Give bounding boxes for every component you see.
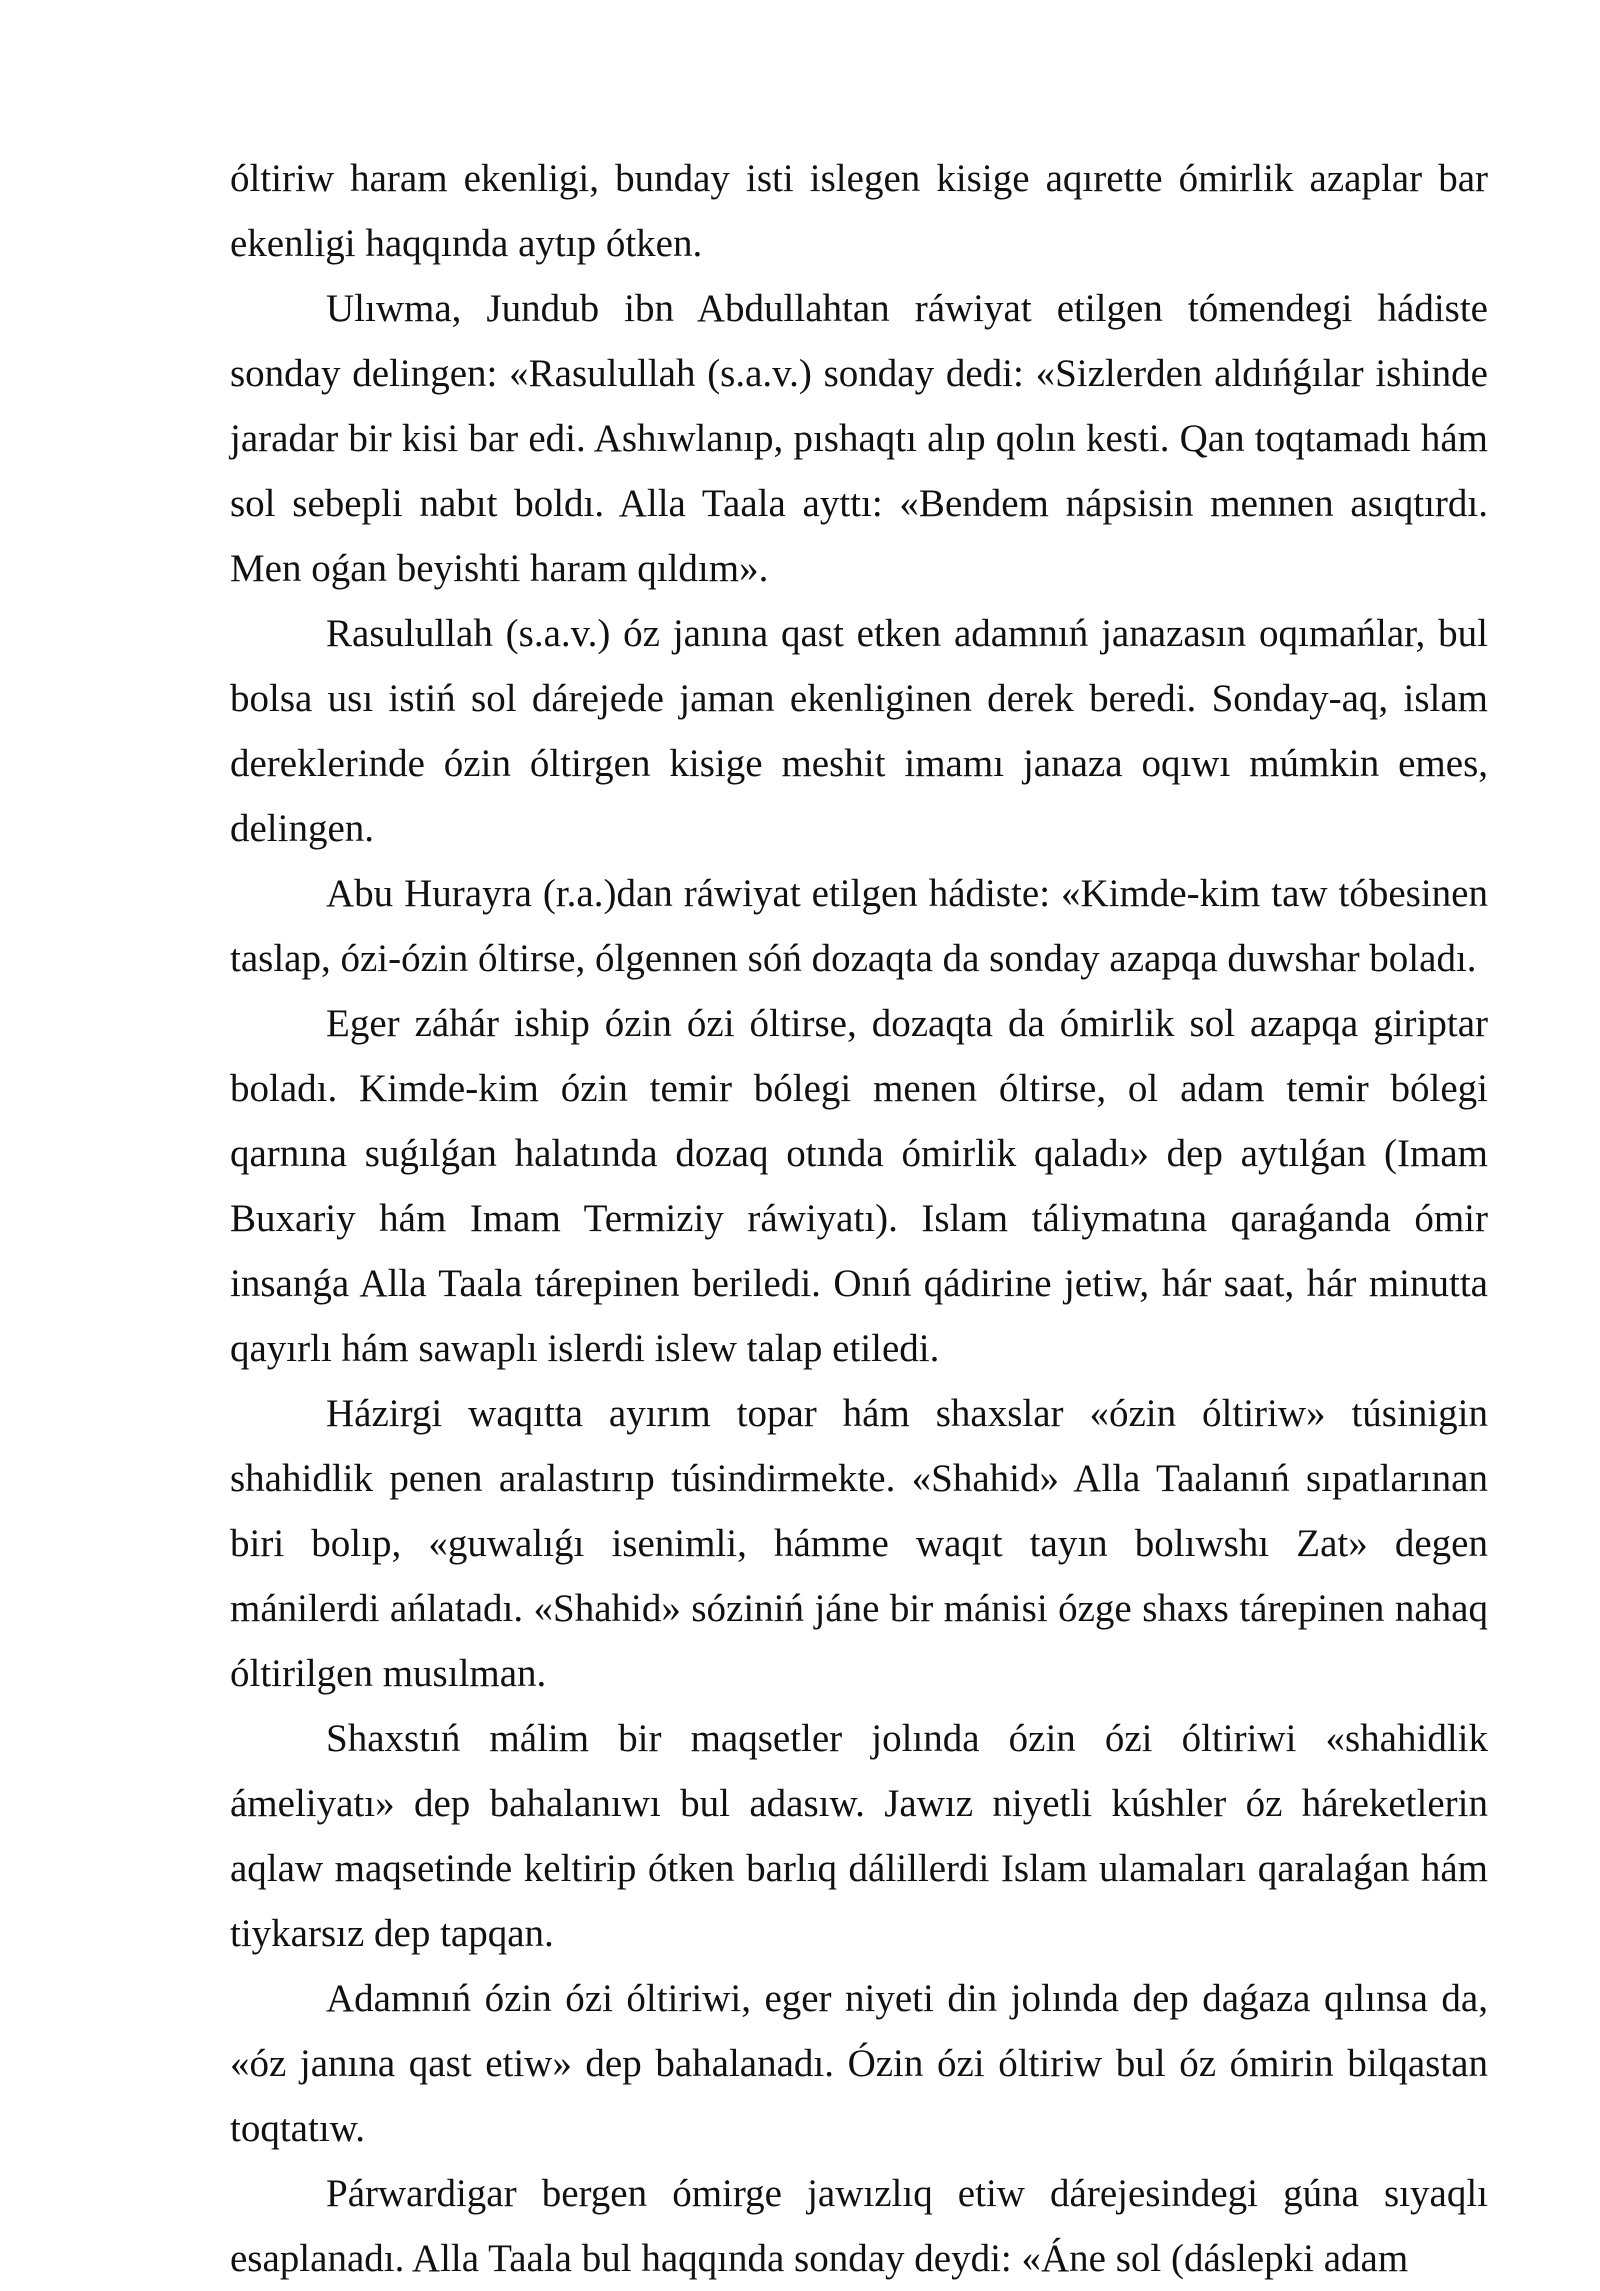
paragraph-1: óltiriw haram ekenligi, bunday isti islegen kisige aqırette ómirlik azaplar bar ekenligi haqqında aytıp ótken.: [230, 157, 1488, 265]
paragraph-4: Abu Hurayra (r.a.)dan ráwiyat etilgen hádiste: «Kimde-kim taw tóbesinen taslap, ózi-ózin óltirse, ólgennen sóń dozaqta da sonday azapqa duwshar boladı.: [230, 872, 1488, 980]
paragraph-5: Eger záhár iship ózin ózi óltirse, dozaqta da ómirlik sol azapqa giriptar boladı. Kimde-kim ózin temir bólegi menen óltirse, ol adam temir bólegi qarnına suǵılǵan halatında dozaq otında ómirlik qaladı» dep aytılǵan (Imam Buxariy hám Imam Termiziy ráwiyatı). Islam táliymatına qaraǵanda ómir insanǵa Alla Taala tárepinen beriledi. Onıń qádirine jetiw, hár saat, hár minutta qayırlı hám sawaplı islerdi islew talap etiledi.: [230, 1002, 1488, 1370]
paragraph-2: Ulıwma, Jundub ibn Abdullahtan ráwiyat etilgen tómendegi hádiste sonday delingen: «Rasulullah (s.a.v.) sonday dedi: «Sizlerden aldıńǵılar ishinde jaradar bir kisi bar edi. Ashıwlanıp, pıshaqtı alıp qolın kesti. Qan toqtamadı hám sol sebepli nabıt boldı. Alla Taala ayttı: «Bendem nápsisin mennen asıqtırdı. Men oǵan beyishti haram qıldım».: [230, 287, 1488, 590]
paragraph-9: Párwardigar bergen ómirge jawızlıq etiw dárejesindegi gúna sıyaqlı esaplanadı. Alla Taala bul haqqında sonday deydi: «Áne sol (dáslepki adam: [230, 2172, 1488, 2280]
paragraph-3: Rasulullah (s.a.v.) óz janına qast etken adamnıń janazasın oqımańlar, bul bolsa usı istiń sol dárejede jaman ekenliginen derek beredi. Sonday-aq, islam dereklerinde ózin óltirgen kisige meshit imamı janaza oqıwı múmkin emes, delingen.: [230, 612, 1488, 850]
paragraph-8: Adamnıń ózin ózi óltiriwi, eger niyeti din jolında dep daǵaza qılınsa da, «óz janına qast etiw» dep bahalanadı. Ózin ózi óltiriw bul óz ómirin bilqastan toqtatıw.: [230, 1977, 1488, 2150]
paragraph-7: Shaxstıń málim bir maqsetler jolında ózin ózi óltiriwi «shahidlik ámeliyatı» dep bahalanıwı bul adasıw. Jawız niyetli kúshler óz háreketlerin aqlaw maqsetinde keltirip ótken barlıq dálillerdi Islam ulamaları qaralaǵan hám tiykarsız dep tapqan.: [230, 1717, 1488, 1955]
body-text: [230, 146, 1488, 2291]
paragraph-6: Házirgi waqıtta ayırım topar hám shaxslar «ózin óltiriw» túsinigin shahidlik penen aralastırıp túsindirmekte. «Shahid» Alla Taalanıń sıpatlarınan biri bolıp, «guwalıǵı isenimli, hámme waqıt tayın bolıwshı Zat» degen mánilerdi ańlatadı. «Shahid» sóziniń jáne bir mánisi ózge shaxs tárepinen nahaq óltirilgen musılman.: [230, 1392, 1488, 1695]
